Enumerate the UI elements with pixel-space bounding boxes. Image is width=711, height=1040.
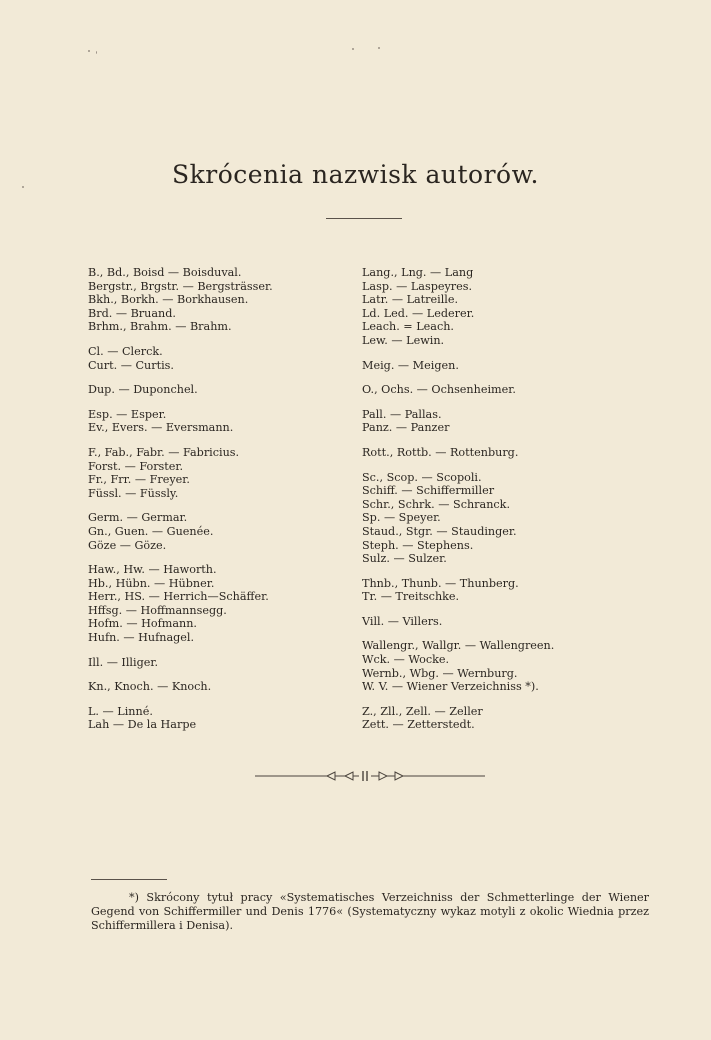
abbreviation-entry: W. V. — Wiener Verzeichniss *).: [362, 680, 539, 694]
abbreviation-group: [88, 408, 358, 435]
abbreviation-entry: Brd. — Bruand.: [88, 306, 176, 320]
abbreviation-entry: Bkh., Borkh. — Borkhausen.: [88, 293, 249, 307]
abbreviation-group: [362, 615, 662, 629]
abbreviation-entry: Schiff. — Schiffermiller: [362, 484, 495, 498]
abbreviation-entry: Haw., Hw. — Haworth.: [88, 563, 217, 577]
abbreviation-entry: Tr. — Treitschke.: [362, 590, 460, 604]
abbreviation-entry: Kn., Knoch. — Knoch.: [88, 680, 212, 694]
abbreviation-group: [362, 577, 662, 604]
abbreviation-entry: Hufn. — Hufnagel.: [88, 631, 195, 645]
abbreviation-group: [88, 563, 358, 645]
footnote: *) Skrócony tytuł pracy «Systematisches Verzeichniss der Schmetterlinge der Wiener Gegend von Schiffermiller und Denis 1776« (Systematyczny wykaz motyli z okolic Wiednia przez Schiffermillera i Denisa).: [91, 891, 649, 932]
abbreviation-entry: Hffsg. — Hoffmannsegg.: [88, 603, 227, 617]
abbreviation-group: [362, 705, 662, 732]
abbreviation-entry: Leach. = Leach.: [362, 320, 454, 334]
abbreviation-entry: Göze — Göze.: [88, 538, 167, 552]
abbreviation-entry: Latr. — Latreille.: [362, 293, 459, 307]
abbreviation-entry: Gn., Guen. — Guenée.: [88, 524, 214, 538]
abbreviation-entry: L. — Linné.: [88, 704, 153, 718]
abbreviation-group: [88, 705, 358, 732]
abbreviation-entry: Lang., Lng. — Lang: [362, 266, 474, 279]
abbreviation-group: [362, 471, 662, 566]
abbreviation-entry: Pall. — Pallas.: [362, 407, 442, 421]
abbreviation-group: [88, 345, 358, 372]
abbreviation-entry: Füssl. — Füssly.: [88, 486, 179, 500]
abbreviation-entry: Dup. — Duponchel.: [88, 383, 198, 397]
abbreviation-group: [362, 639, 662, 693]
abbreviation-group: [88, 266, 358, 334]
abbreviation-entry: Sp. — Speyer.: [362, 511, 441, 525]
abbreviation-entry: Staud., Stgr. — Staudinger.: [362, 524, 517, 538]
abbreviation-entry: Zett. — Zetterstedt.: [362, 718, 475, 732]
abbreviation-entry: Esp. — Esper.: [88, 407, 167, 421]
abbreviation-group: [88, 656, 358, 670]
abbreviation-entry: Germ. — Germar.: [88, 511, 188, 525]
abbreviation-entry: Steph. — Stephens.: [362, 538, 474, 552]
abbreviations-left-column: [88, 266, 358, 743]
abbreviation-entry: Ld. Led. — Lederer.: [362, 306, 475, 320]
abbreviation-entry: O., Ochs. — Ochsenheimer.: [362, 383, 516, 397]
abbreviation-entry: Z., Zll., Zell. — Zeller: [362, 704, 483, 718]
abbreviation-entry: B., Bd., Boisd — Boisduval.: [88, 266, 242, 279]
abbreviation-group: [362, 383, 662, 397]
abbreviations-right-column: [362, 266, 662, 743]
abbreviation-entry: Curt. — Curtis.: [88, 358, 174, 372]
ornament-divider: [255, 768, 485, 784]
abbreviation-group: [88, 383, 358, 397]
abbreviation-group: [88, 680, 358, 694]
print-speck: [96, 51, 97, 54]
footnote-rule: [91, 879, 167, 880]
abbreviation-entry: Schr., Schrk. — Schranck.: [362, 497, 510, 511]
abbreviation-entry: Meig. — Meigen.: [362, 358, 459, 372]
abbreviation-entry: Sc., Scop. — Scopoli.: [362, 470, 482, 484]
abbreviation-entry: Ev., Evers. — Eversmann.: [88, 421, 234, 435]
abbreviation-group: [362, 446, 662, 460]
print-speck: [88, 50, 90, 52]
abbreviation-entry: Lah — De la Harpe: [88, 718, 197, 732]
abbreviation-entry: F., Fab., Fabr. — Fabricius.: [88, 445, 240, 459]
abbreviation-entry: Hofm. — Hofmann.: [88, 617, 197, 631]
abbreviation-entry: Lew. — Lewin.: [362, 333, 445, 347]
abbreviation-entry: Thnb., Thunb. — Thunberg.: [362, 576, 519, 590]
abbreviation-entry: Panz. — Panzer: [362, 421, 450, 435]
abbreviation-group: [362, 266, 662, 348]
abbreviation-entry: Forst. — Forster.: [88, 459, 184, 473]
title-rule: [326, 218, 402, 219]
abbreviation-group: [88, 511, 358, 552]
abbreviation-entry: Wck. — Wocke.: [362, 653, 450, 667]
abbreviation-entry: Brhm., Brahm. — Brahm.: [88, 320, 232, 334]
abbreviation-entry: Vill. — Villers.: [362, 614, 443, 628]
abbreviation-entry: Sulz. — Sulzer.: [362, 552, 447, 566]
print-speck: [378, 47, 380, 49]
abbreviation-entry: Lasp. — Laspeyres.: [362, 279, 473, 293]
abbreviation-group: [88, 446, 358, 500]
abbreviation-group: [362, 359, 662, 373]
abbreviation-entry: Wernb., Wbg. — Wernburg.: [362, 666, 518, 680]
abbreviation-entry: Hb., Hübn. — Hübner.: [88, 576, 215, 590]
abbreviation-entry: Rott., Rottb. — Rottenburg.: [362, 445, 519, 459]
abbreviation-entry: Herr., HS. — Herrich—Schäffer.: [88, 590, 269, 604]
abbreviation-entry: Ill. — Illiger.: [88, 655, 159, 669]
abbreviation-entry: Bergstr., Brgstr. — Bergsträsser.: [88, 279, 273, 293]
abbreviation-group: [362, 408, 662, 435]
abbreviation-entry: Cl. — Clerck.: [88, 344, 163, 358]
print-speck: [352, 48, 354, 50]
abbreviation-entry: Fr., Frr. — Freyer.: [88, 473, 190, 487]
page-title: Skrócenia nazwisk autorów.: [171, 160, 539, 189]
abbreviation-entry: Wallengr., Wallgr. — Wallengreen.: [362, 639, 555, 653]
